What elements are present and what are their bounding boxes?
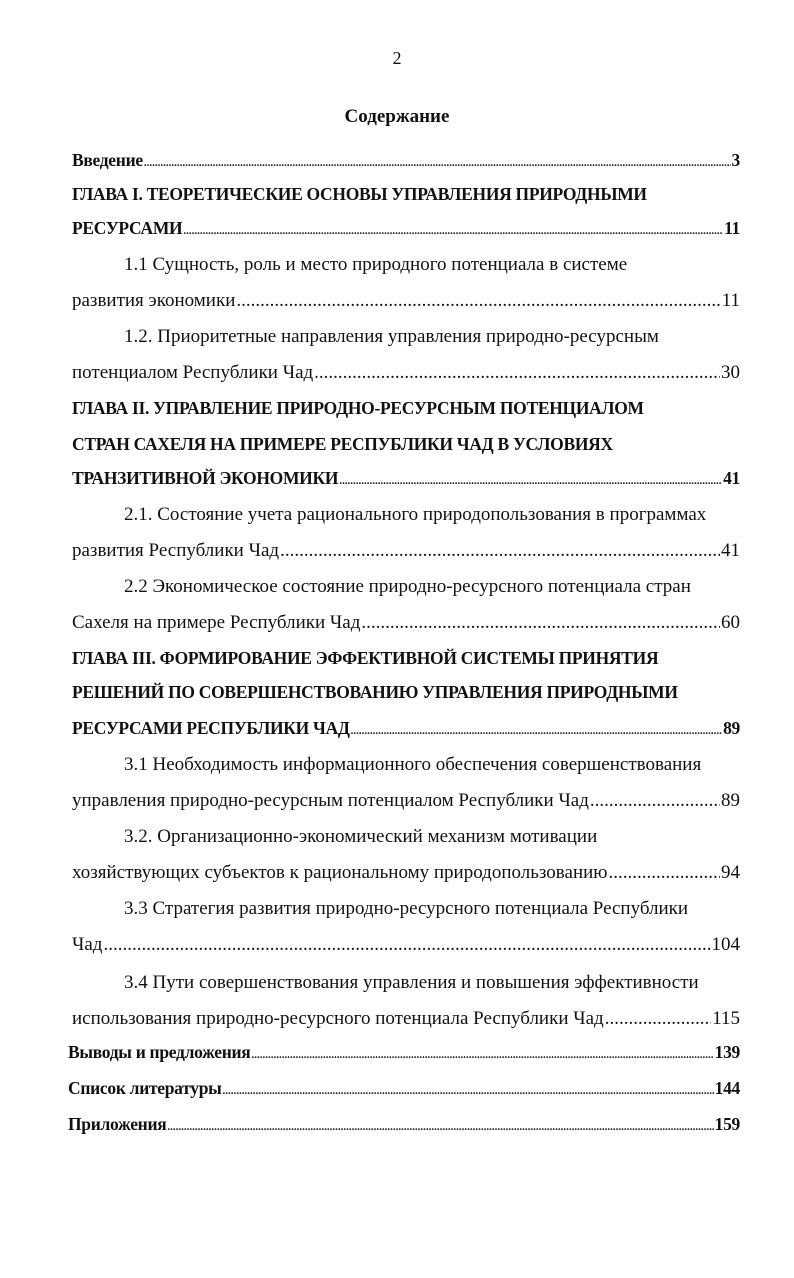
- toc-chapter-3-line-2[interactable]: [72, 682, 740, 716]
- toc-entry-text: ГЛАВА I. ТЕОРЕТИЧЕСКИЕ ОСНОВЫ УПРАВЛЕНИЯ ПРИРОДНЫМИ: [72, 184, 647, 204]
- toc-page-number: 104: [711, 934, 740, 955]
- toc-entry-text: 2.2 Экономическое состояние природно-ресурсного потенциала стран: [124, 576, 691, 597]
- toc-entry-text: Приложения: [68, 1114, 167, 1134]
- toc-entry-text: Введение: [72, 150, 143, 170]
- toc-entry-text: 3.2. Организационно-экономический механизм мотивации: [124, 826, 598, 847]
- toc-section-2-1-line-1[interactable]: [124, 504, 740, 538]
- toc-title: Содержание: [344, 106, 450, 127]
- toc-section-2-2-line-1[interactable]: [124, 576, 740, 610]
- toc-entry-text: РЕСУРСАМИ РЕСПУБЛИКИ ЧАД: [72, 718, 350, 738]
- toc-section-3-4-line-1[interactable]: [124, 972, 740, 1006]
- dot-leader: [251, 1049, 713, 1061]
- toc-entry-text: потенциалом Республики Чад: [72, 362, 314, 383]
- toc-section-3-2-line-1[interactable]: [124, 826, 740, 860]
- toc-page-number: 41: [721, 540, 740, 561]
- toc-section-1-2-line-1[interactable]: [124, 326, 740, 360]
- toc-section-3-1-line-1[interactable]: [124, 754, 740, 788]
- toc-page-number: 3: [731, 150, 740, 170]
- toc-entry-text: Список литературы: [68, 1078, 222, 1098]
- toc-section-3-1-line-2[interactable]: [72, 790, 740, 824]
- dot-leader: [167, 1121, 713, 1133]
- toc-entry-text: 1.2. Приоритетные направления управления природно-ресурсным: [124, 326, 659, 347]
- dot-leader: [361, 612, 720, 634]
- toc-page-number: 11: [721, 290, 740, 311]
- toc-page-number: 144: [714, 1078, 740, 1098]
- toc-section-1-1-line-1[interactable]: [124, 254, 740, 288]
- toc-entry-text: управления природно-ресурсным потенциалом Республики Чад: [72, 790, 589, 811]
- toc-entry-intro[interactable]: [72, 150, 740, 184]
- toc-entry-text: развития экономики: [72, 290, 236, 311]
- toc-chapter-1-line-1[interactable]: [72, 184, 740, 218]
- toc-chapter-2-line-3[interactable]: [72, 468, 740, 502]
- toc-entry-appendices[interactable]: [68, 1114, 740, 1148]
- toc-chapter-3-line-1[interactable]: [72, 648, 740, 682]
- toc-entry-text: использования природно-ресурсного потенциала Республики Чад: [72, 1008, 604, 1029]
- toc-page-number: 139: [714, 1042, 740, 1062]
- toc-chapter-2-line-1[interactable]: [72, 398, 740, 432]
- toc-page-number: 60: [721, 612, 740, 633]
- toc-chapter-2-line-2[interactable]: [72, 434, 740, 468]
- toc-section-1-2-line-2[interactable]: [72, 362, 740, 396]
- toc-page-number: 11: [724, 218, 740, 238]
- dot-leader: [351, 725, 722, 737]
- dot-leader: [103, 934, 710, 956]
- toc-entry-text: развития Республики Чад: [72, 540, 280, 561]
- toc-section-2-1-line-2[interactable]: [72, 540, 740, 574]
- toc-entry-text: 3.3 Стратегия развития природно-ресурсного потенциала Республики: [124, 898, 689, 919]
- toc-entry-text: ГЛАВА II. УПРАВЛЕНИЕ ПРИРОДНО-РЕСУРСНЫМ ПОТЕНЦИАЛОМ: [72, 398, 644, 418]
- dot-leader: [608, 862, 720, 884]
- toc-entry-text: Выводы и предложения: [68, 1042, 251, 1062]
- dot-leader: [236, 290, 720, 312]
- toc-page-number: 115: [712, 1008, 740, 1029]
- toc-entry-text: 3.1 Необходимость информационного обеспечения совершенствования: [124, 754, 702, 775]
- dot-leader: [590, 790, 720, 812]
- toc-page-number: 159: [714, 1114, 740, 1134]
- toc-section-3-4-line-2[interactable]: [72, 1008, 740, 1042]
- toc-entry-text: 3.4 Пути совершенствования управления и повышения эффективности: [124, 972, 699, 993]
- toc-page-number: 30: [721, 362, 740, 383]
- toc-page-number: 89: [721, 790, 740, 811]
- toc-entry-text: ГЛАВА III. ФОРМИРОВАНИЕ ЭФФЕКТИВНОЙ СИСТЕМЫ ПРИНЯТИЯ: [72, 648, 659, 668]
- dot-leader: [280, 540, 720, 562]
- toc-entry-text: 1.1 Сущность, роль и место природного потенциала в системе: [124, 254, 628, 275]
- toc-entry-text: РЕСУРСАМИ: [72, 218, 183, 238]
- dot-leader: [144, 157, 731, 169]
- dot-leader: [605, 1008, 712, 1030]
- toc-section-2-2-line-2[interactable]: [72, 612, 740, 646]
- page-number: 2: [392, 48, 402, 68]
- toc-entry-text: СТРАН САХЕЛЯ НА ПРИМЕРЕ РЕСПУБЛИКИ ЧАД В УСЛОВИЯХ: [72, 434, 613, 454]
- toc-chapter-1-line-2[interactable]: [72, 218, 740, 252]
- dot-leader: [223, 1085, 714, 1097]
- dot-leader: [183, 225, 723, 237]
- dot-leader: [314, 362, 720, 384]
- dot-leader: [339, 475, 722, 487]
- toc-entry-references[interactable]: [68, 1078, 740, 1112]
- toc-entry-conclusions[interactable]: [68, 1042, 740, 1076]
- toc-section-3-3-line-1[interactable]: [124, 898, 740, 932]
- toc-entry-text: РЕШЕНИЙ ПО СОВЕРШЕНСТВОВАНИЮ УПРАВЛЕНИЯ ПРИРОДНЫМИ: [72, 682, 678, 702]
- toc-entry-text: Чад: [72, 934, 103, 955]
- toc-section-3-2-line-2[interactable]: [72, 862, 740, 896]
- toc-entry-text: Сахеля на примере Республики Чад: [72, 612, 361, 633]
- toc-chapter-3-line-3[interactable]: [72, 718, 740, 752]
- toc-section-3-3-line-2[interactable]: [72, 934, 740, 968]
- toc-page-number: 94: [721, 862, 740, 883]
- toc-section-1-1-line-2[interactable]: [72, 290, 740, 324]
- toc-page-number: 89: [723, 718, 740, 738]
- toc-entry-text: 2.1. Состояние учета рационального природопользования в программах: [124, 504, 707, 525]
- toc-entry-text: ТРАНЗИТИВНОЙ ЭКОНОМИКИ: [72, 468, 339, 488]
- toc-page-number: 41: [723, 468, 740, 488]
- toc-entry-text: хозяйствующих субъектов к рациональному природопользованию: [72, 862, 608, 883]
